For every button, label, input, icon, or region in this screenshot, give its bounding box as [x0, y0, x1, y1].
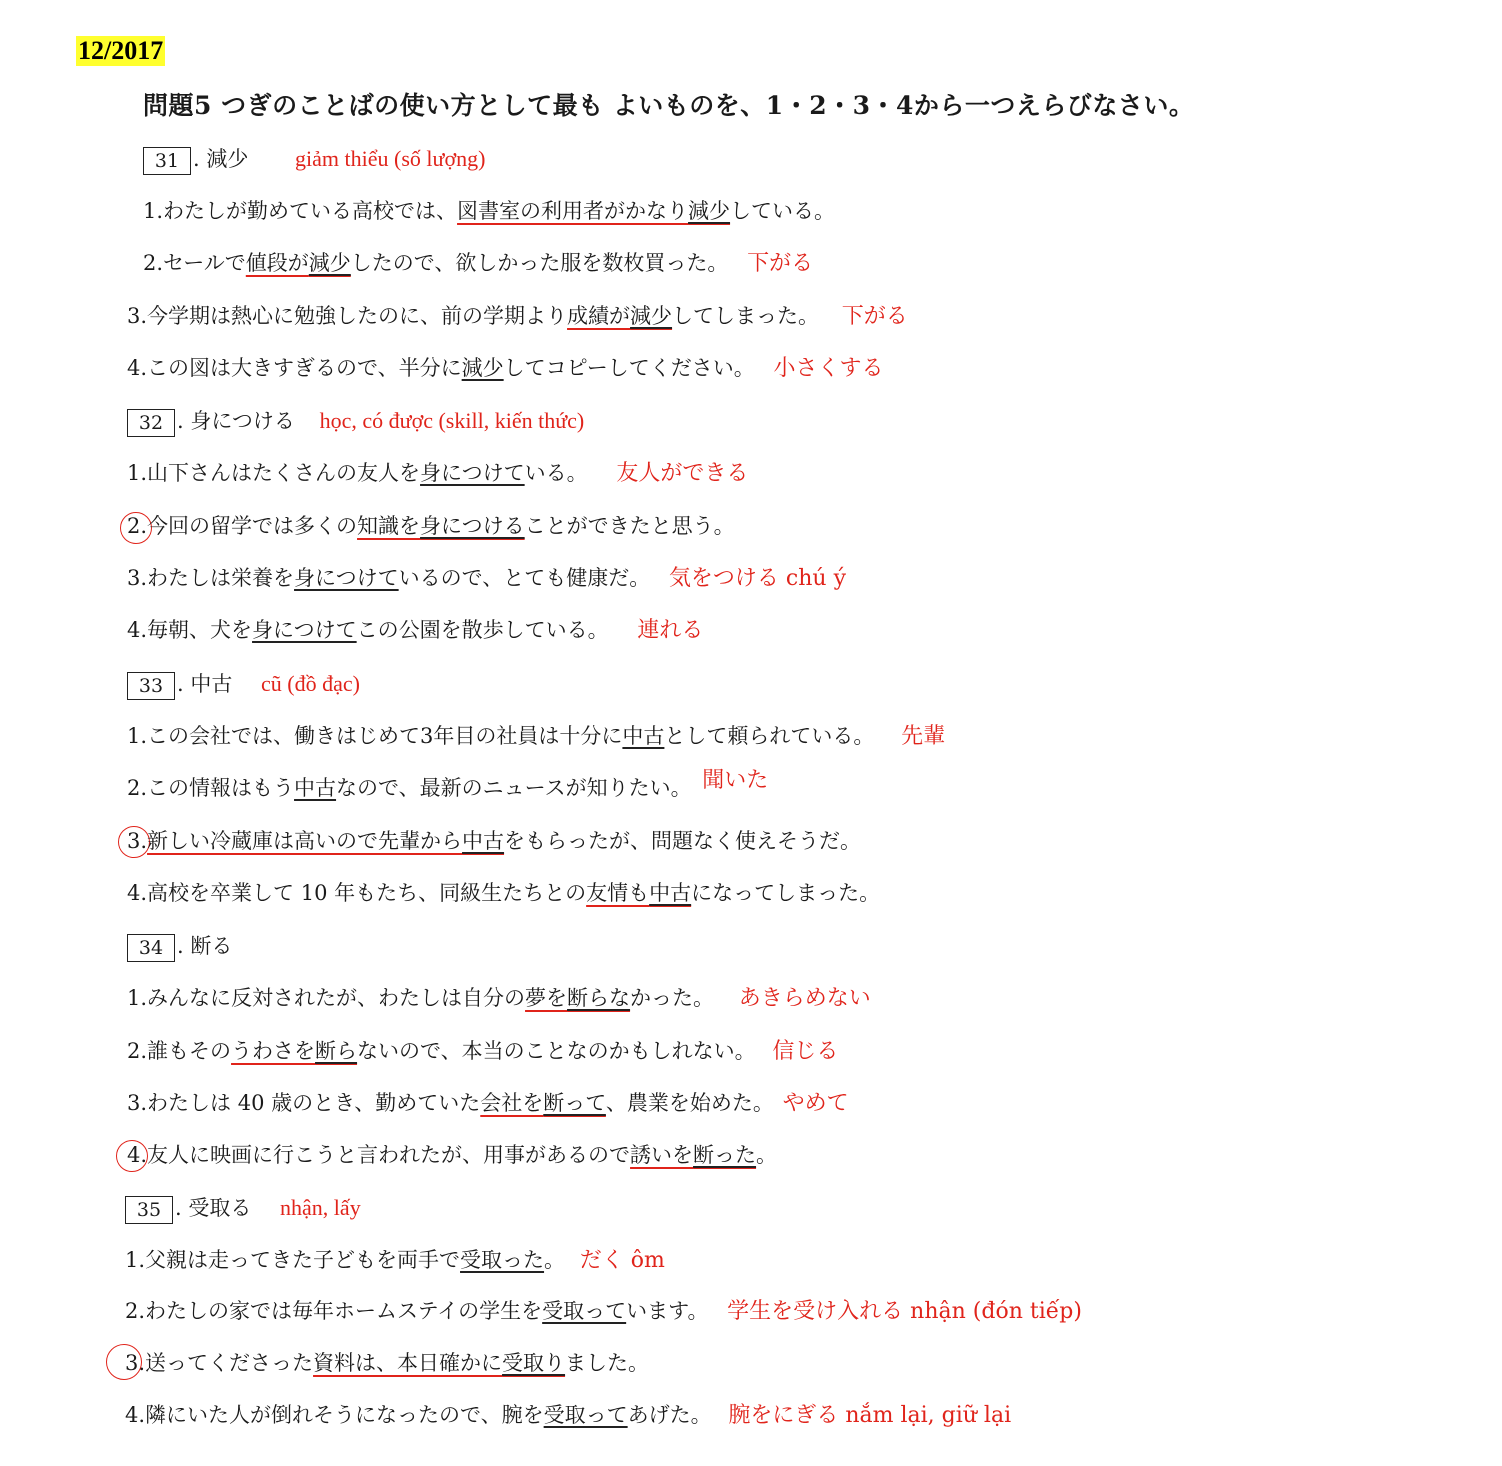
correction-note: 聞いた	[702, 768, 769, 793]
q33-option-4	[127, 878, 880, 908]
option-text: 資料は、本日確かに受取り	[313, 1351, 566, 1375]
meaning-note: học, có được (skill, kiến thức)	[319, 408, 585, 433]
option-number: 2.	[127, 1039, 148, 1063]
target-word: 中古	[622, 724, 665, 748]
option-number: 3.	[127, 566, 148, 590]
option-text: ないので、本当のことなのかもしれない。	[357, 1039, 756, 1063]
q35-option-1	[125, 1245, 665, 1275]
correction-note: 下がる	[841, 304, 908, 329]
option-text: 誘いを断った	[630, 1143, 757, 1167]
option-text: 父親は走ってきた子どもを両手で	[145, 1248, 461, 1272]
target-word: 断ら	[315, 1039, 358, 1063]
option-number: 3.	[127, 1091, 148, 1115]
question-word: . 身につける	[177, 409, 295, 433]
option-text: います。	[626, 1299, 709, 1323]
option-number: 3.	[125, 1351, 146, 1375]
option-number: 4.	[127, 618, 148, 642]
target-word: 身につけて	[294, 566, 399, 590]
target-word: 断らな	[567, 986, 631, 1010]
option-text: になってしまった。	[691, 881, 881, 905]
option-text: 隣にいた人が倒れそうになったので、腕を	[145, 1403, 544, 1427]
correction-note: 学生を受け入れる nhận (đón tiếp)	[727, 1299, 1082, 1324]
option-text: 値段が減少	[245, 251, 351, 275]
question-word: . 中古	[177, 672, 233, 696]
question-33-header	[127, 669, 360, 699]
q31-option-2	[143, 248, 813, 278]
correction-note: あきらめない	[738, 986, 871, 1011]
option-number: 4.	[127, 881, 148, 905]
target-word: 中古	[294, 776, 337, 800]
option-text: わたしは栄養を	[147, 566, 295, 590]
q35-option-2	[125, 1296, 1082, 1326]
option-number: 2.	[127, 776, 148, 800]
option-number: 4.	[127, 1143, 148, 1167]
target-word: 受取って	[543, 1403, 628, 1427]
option-text: うわさを断ら	[231, 1039, 358, 1063]
q31-option-4	[127, 353, 884, 383]
q35-option-4	[125, 1400, 1011, 1430]
q34-option-4	[127, 1140, 777, 1170]
question-31-header	[143, 144, 485, 174]
target-word: 減少	[688, 199, 731, 223]
q32-option-4	[127, 615, 703, 645]
option-number: 1.	[127, 724, 148, 748]
question-title: 問題5 つぎのことばの使い方として最も よいものを、1・2・3・4から一つえらびなさい。	[143, 91, 1195, 120]
question-number-box: 31	[143, 147, 191, 175]
option-text: 友情も中古	[586, 881, 692, 905]
target-word: 受取った	[460, 1248, 545, 1272]
q33-option-1	[127, 721, 945, 751]
q35-option-3	[125, 1348, 649, 1378]
q32-option-3	[127, 563, 846, 593]
option-number: 2.	[125, 1299, 146, 1323]
option-text: として頼られている。	[664, 724, 875, 748]
target-word: 減少	[630, 304, 673, 328]
option-number: 4.	[125, 1403, 146, 1427]
question-word: . 受取る	[175, 1196, 252, 1220]
option-number: 1.	[127, 461, 148, 485]
question-number-box: 35	[125, 1196, 173, 1224]
correction-note: 友人ができる	[616, 461, 749, 486]
option-text: している。	[730, 199, 836, 223]
option-text: この会社では、働きはじめて3年目の社員は十分に	[147, 724, 623, 748]
option-text: 。	[544, 1248, 566, 1272]
q32-option-1	[127, 458, 748, 488]
option-text: 高校を卒業して 10 年もたち、同級生たちとの	[147, 881, 587, 905]
option-text: 成績が減少	[567, 304, 673, 328]
question-word: . 減少	[193, 147, 249, 171]
q31-option-3	[127, 301, 908, 331]
option-text: わたしが勤めている高校では、	[163, 199, 458, 223]
meaning-note: cũ (đồ đạc)	[261, 671, 360, 696]
correction-note: 腕をにぎる nắm lại, giữ lại	[728, 1403, 1012, 1428]
option-text: わたしの家では毎年ホームステイの学生を	[145, 1299, 543, 1323]
target-word: 受取り	[502, 1351, 566, 1375]
option-text: したので、欲しかった服を数枚買った。	[350, 251, 729, 275]
target-word: 減少	[461, 356, 504, 380]
q34-option-3	[127, 1088, 849, 1118]
correction-note: 下がる	[747, 251, 814, 276]
correction-note: 小さくする	[773, 356, 884, 381]
target-word: 断って	[543, 1091, 606, 1115]
option-text: この情報はもう	[147, 776, 295, 800]
option-text: をもらったが、問題なく使えそうだ。	[504, 829, 862, 853]
option-number: 3.	[127, 829, 148, 853]
correction-note: だく ôm	[579, 1248, 665, 1273]
option-text: 今学期は熱心に勉強したのに、前の学期より	[147, 304, 568, 328]
correction-note: 信じる	[772, 1039, 839, 1064]
q34-option-1	[127, 983, 871, 1013]
target-word: 中古	[462, 829, 505, 853]
option-text: してしまった。	[672, 304, 820, 328]
target-word: 断った	[693, 1143, 757, 1167]
question-word: . 断る	[177, 934, 233, 958]
option-text: してコピーしてください。	[503, 356, 755, 380]
option-text: 。	[756, 1143, 778, 1167]
option-text: 知識を身につける	[357, 514, 525, 538]
meaning-note: nhận, lấy	[280, 1195, 361, 1220]
q33-option-3	[127, 826, 861, 856]
option-number: 2.	[143, 251, 164, 275]
option-number: 2.	[127, 514, 148, 538]
correction-note: やめて	[782, 1091, 849, 1116]
target-word: 減少	[308, 251, 351, 275]
option-text: 今回の留学では多くの	[147, 514, 358, 538]
option-text: かった。	[630, 986, 715, 1010]
option-text: 新しい冷蔵庫は高いので先輩から中古	[147, 829, 505, 853]
q31-option-1	[143, 196, 835, 226]
option-text: この公園を散歩している。	[356, 618, 609, 642]
option-text: 山下さんはたくさんの友人を	[147, 461, 421, 485]
target-word: 中古	[649, 881, 692, 905]
option-text: 誰もその	[147, 1039, 232, 1063]
option-text: 友人に映画に行こうと言われたが、用事があるので	[147, 1143, 631, 1167]
question-34-header	[127, 931, 232, 961]
option-number: 1.	[127, 986, 148, 1010]
option-text: 図書室の利用者がかなり減少	[457, 199, 731, 223]
option-text: この図は大きすぎるので、半分に	[147, 356, 462, 380]
option-number: 3.	[127, 304, 148, 328]
option-text: セールで	[163, 251, 246, 275]
option-text: 毎朝、犬を	[147, 618, 253, 642]
question-32-header	[127, 406, 584, 436]
meaning-note: giảm thiểu (số lượng)	[295, 146, 486, 171]
q34-option-2	[127, 1036, 838, 1066]
option-text: 夢を断らな	[525, 986, 631, 1010]
correction-note: 連れる	[637, 618, 704, 643]
target-word: 身につけて	[420, 461, 525, 485]
option-number: 1.	[125, 1248, 146, 1272]
option-text: わたしは 40 歳のとき、勤めていた	[147, 1091, 481, 1115]
question-number-box: 33	[127, 672, 175, 700]
question-35-header	[125, 1193, 361, 1223]
target-word: 身につける	[420, 514, 525, 538]
correction-note: 気をつける chú ý	[668, 566, 846, 591]
q32-option-2	[127, 511, 735, 541]
question-number-box: 34	[127, 934, 175, 962]
option-text: あげた。	[627, 1403, 712, 1427]
option-text: なので、最新のニュースが知りたい。	[336, 776, 692, 800]
option-text: 送ってくださった	[145, 1351, 314, 1375]
option-text: ことができたと思う。	[524, 514, 735, 538]
date-tag: 12/2017	[78, 36, 164, 65]
option-text: いる。	[524, 461, 588, 485]
option-number: 1.	[143, 199, 164, 223]
option-text: いるので、とても健康だ。	[398, 566, 651, 590]
target-word: 身につけて	[252, 618, 357, 642]
q33-option-2	[127, 768, 769, 803]
option-text: みんなに反対されたが、わたしは自分の	[147, 986, 526, 1010]
correction-note: 先輩	[901, 724, 946, 749]
question-number-box: 32	[127, 409, 175, 437]
option-text: 会社を断って	[480, 1091, 606, 1115]
option-number: 4.	[127, 356, 148, 380]
option-text: ました。	[565, 1351, 650, 1375]
target-word: 受取って	[542, 1299, 627, 1323]
option-text: 、農業を始めた。	[605, 1091, 774, 1115]
